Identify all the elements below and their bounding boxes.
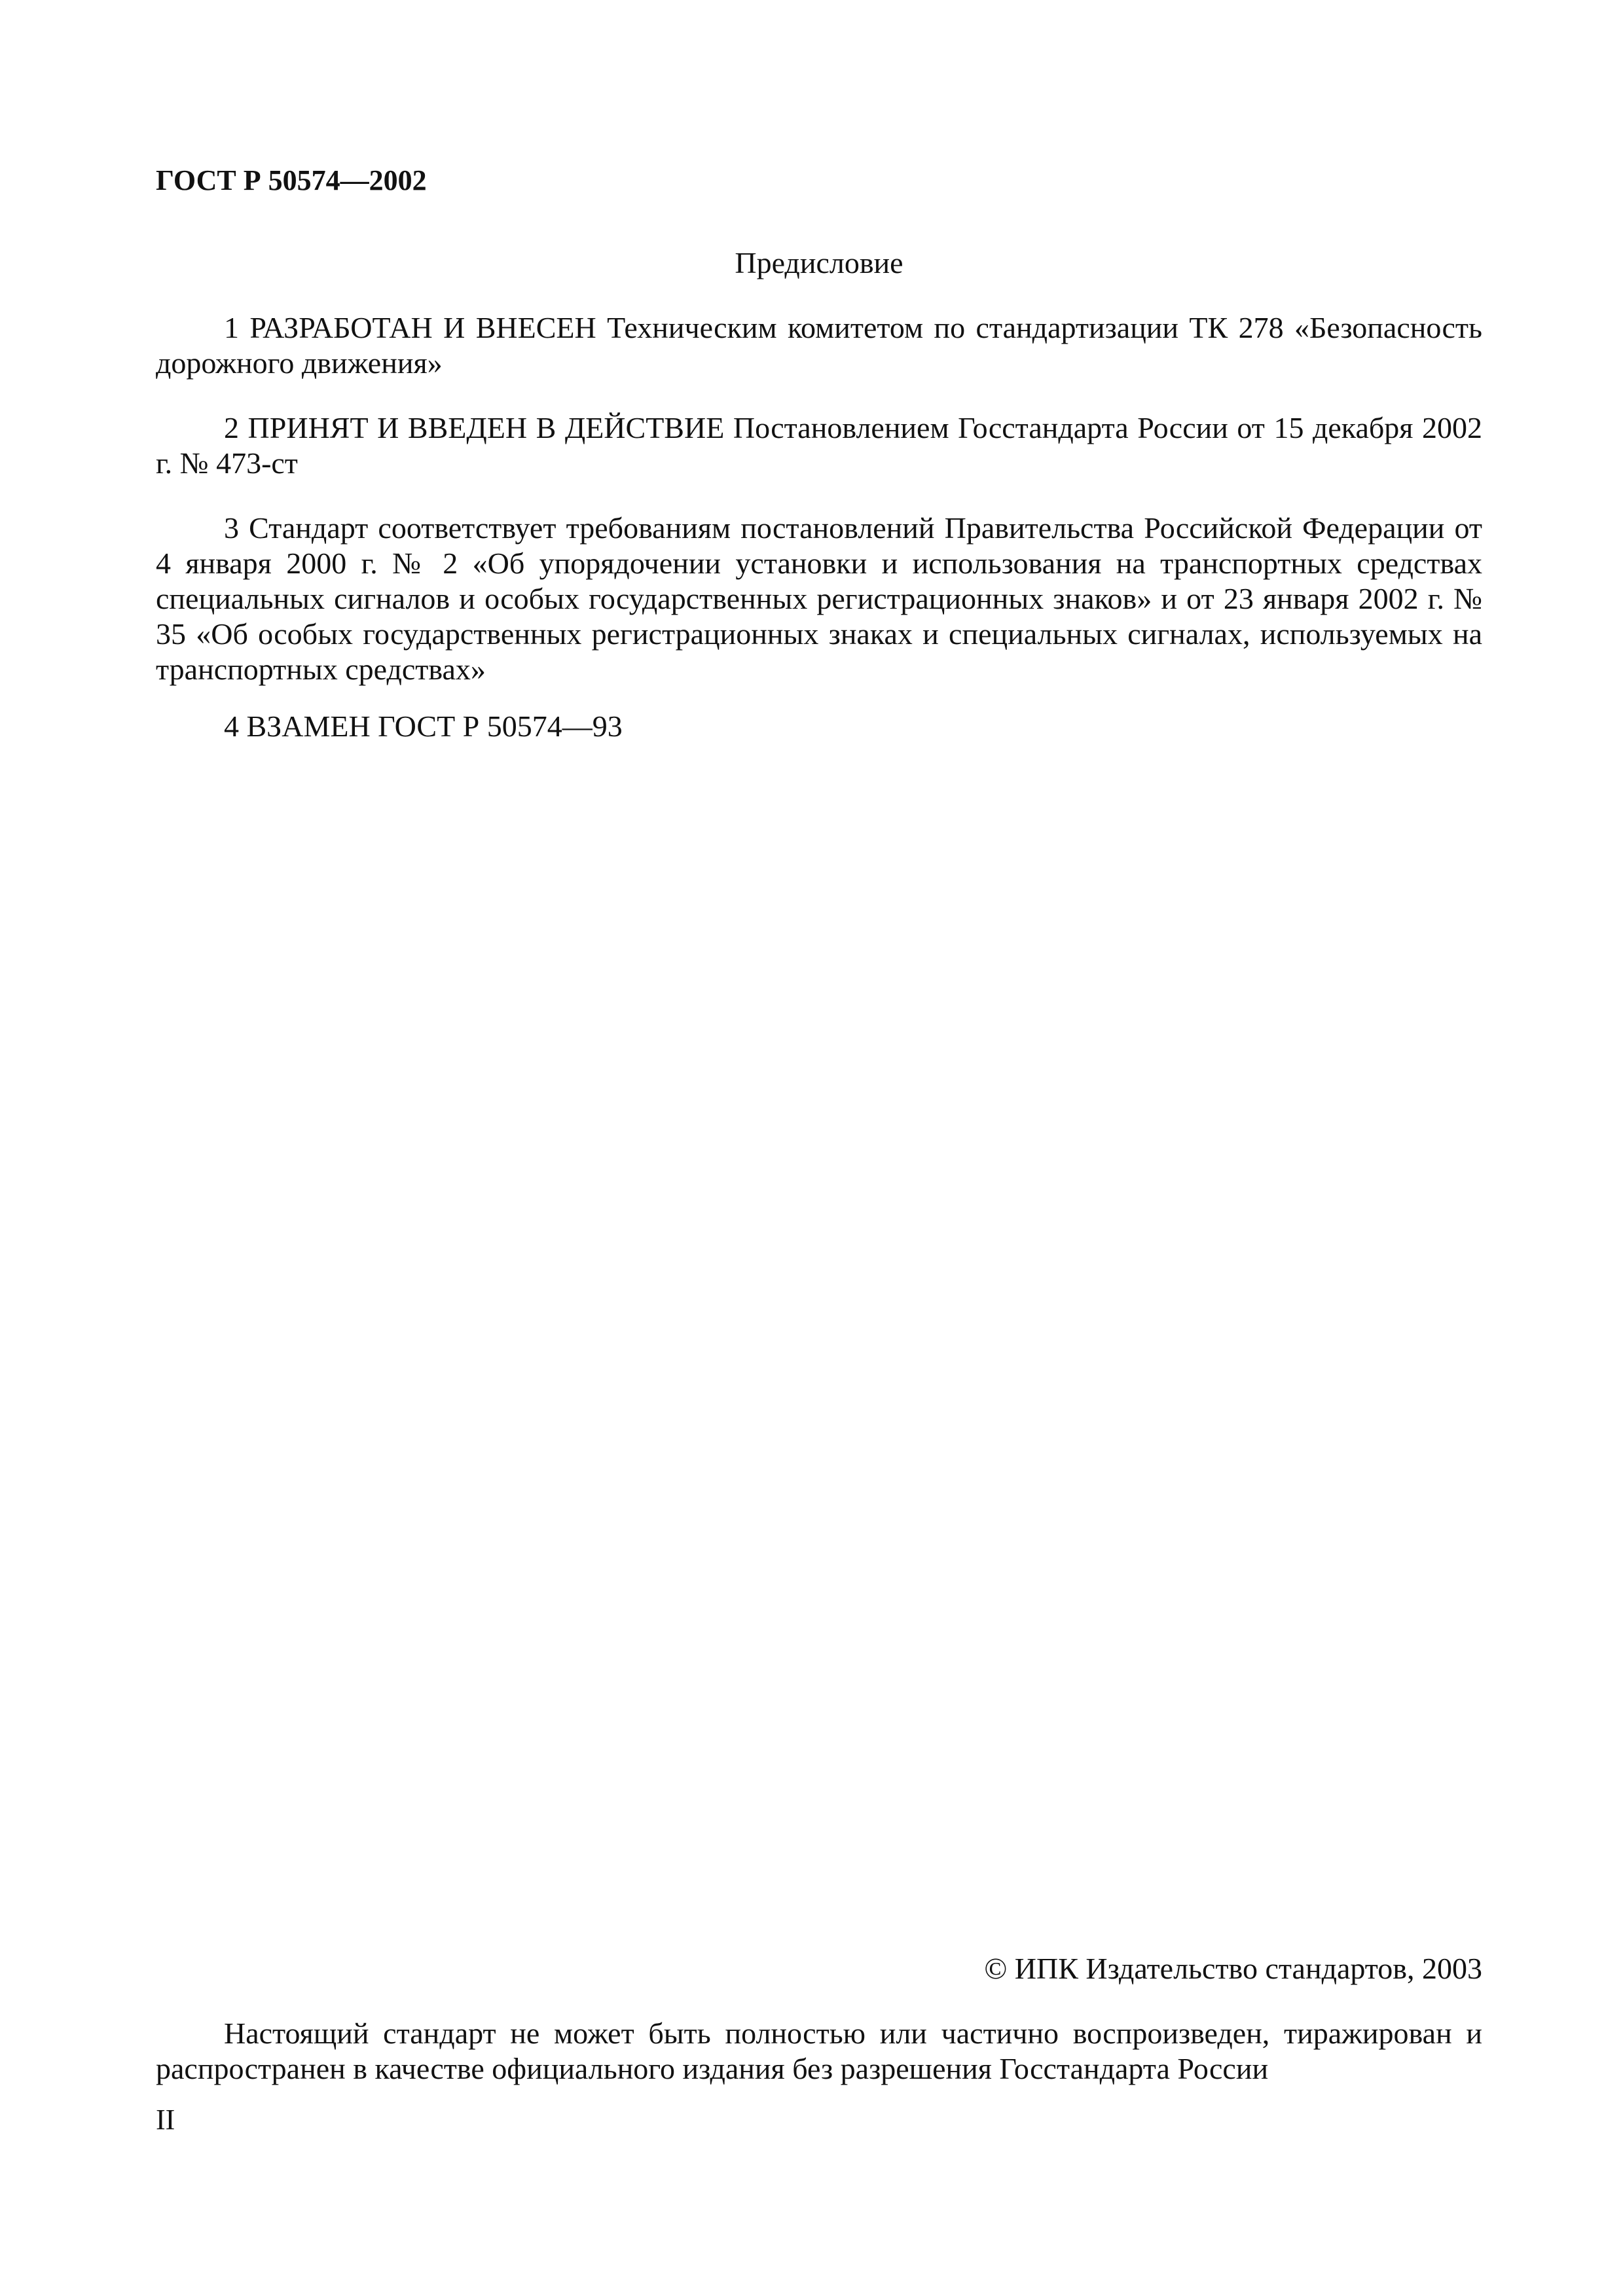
reproduction-notice: Настоящий стандарт не может быть полностью или частично воспроизведен, тиражирован и распространен в качестве официального издания без разрешения Госстандарта России (156, 2017, 1482, 2085)
preface-item-4: 4 ВЗАМЕН ГОСТ Р 50574—93 (224, 709, 623, 743)
page-number: II (156, 2104, 175, 2136)
preface-title: Предисловие (735, 246, 903, 279)
document-id: ГОСТ Р 50574—2002 (156, 164, 427, 196)
preface-item-1: 1 РАЗРАБОТАН И ВНЕСЕН Техническим комитетом по стандартизации ТК 278 «Безопасность дорожного движения» (156, 311, 1482, 380)
preface-item-3: 3 Стандарт соответствует требованиям постановлений Правительства Российской Федерации от 4 января 2000 г. № 2 «Об упорядочении установки и использования на транспортных средствах специальных сигналов и особых государственных регистрационных знаков» и от 23 января 2002 г. № 35 «Об особых государственных регистрационных знаках и специальных сигналах, используемых на транспортных средствах» (156, 511, 1482, 686)
copyright-line: © ИПК Издательство стандартов, 2003 (984, 1952, 1482, 1985)
preface-item-2: 2 ПРИНЯТ И ВВЕДЕН В ДЕЙСТВИЕ Постановлением Госстандарта России от 15 декабря 2002 г. № 473-ст (156, 411, 1482, 480)
